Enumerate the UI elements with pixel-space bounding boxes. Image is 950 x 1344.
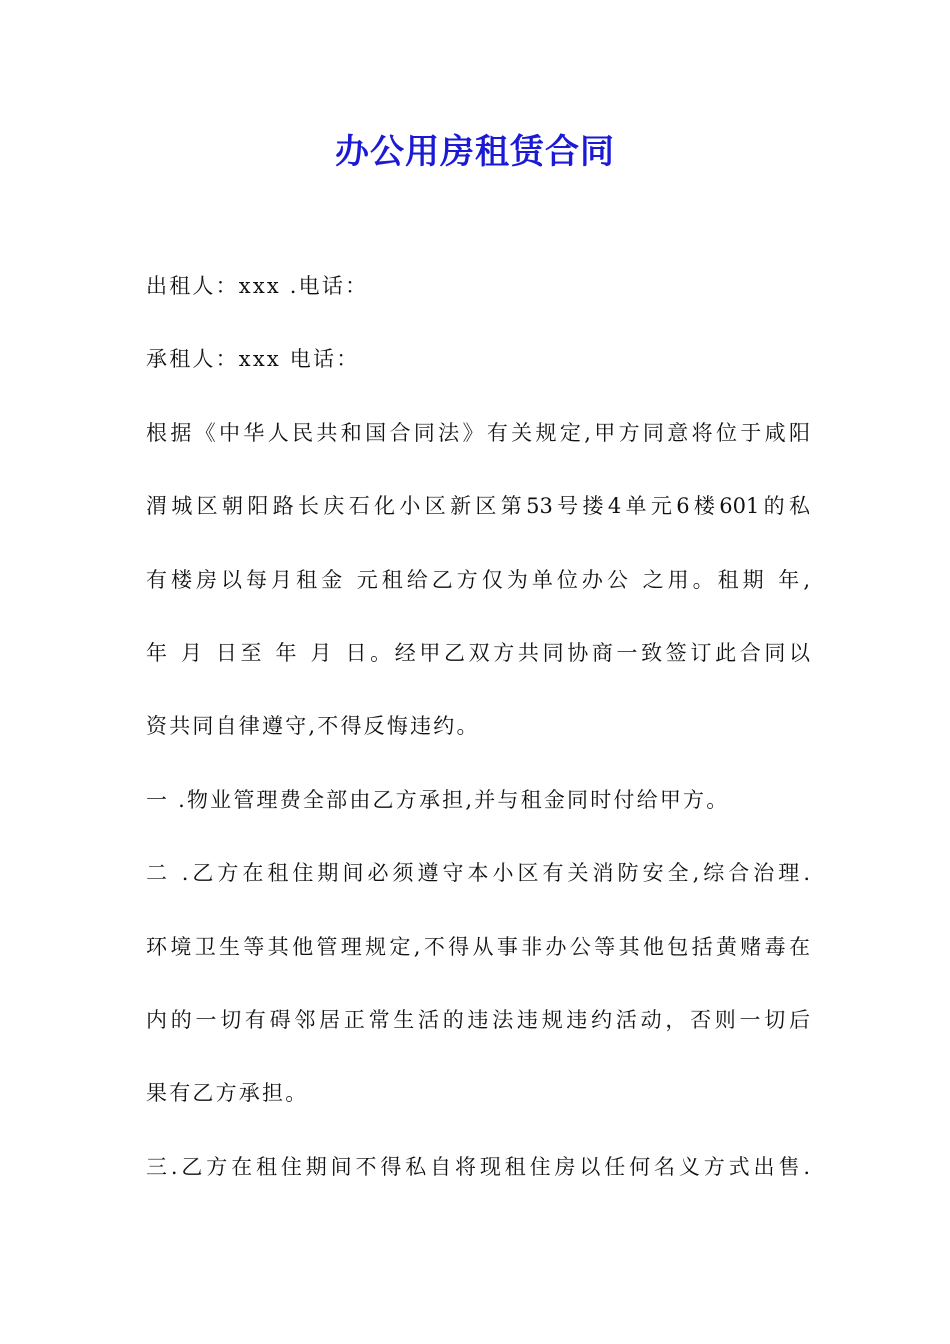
clause-1: 一 .物业管理费全部由乙方承担,并与租金同时付给甲方。 [146,787,730,812]
text-line: 果有乙方承担。 [146,1081,309,1106]
text-line: 渭城区朝阳路长庆石化小区新区第53号搂4单元6楼601的私 [146,494,810,519]
contract-body [146,262,810,1216]
lessee-line: 承租人：xxx 电话： [146,347,360,372]
text-line: 资共同自律遵守,不得反悔违约。 [146,714,480,739]
lessor-line: 出租人：xxx .电话： [146,274,369,298]
clause-3: 三.乙方在租住期间不得私自将现租住房以任何名义方式出售. [146,1154,810,1179]
document-title: 办公用房租赁合同 [335,132,615,172]
text-line: 内的一切有碍邻居正常生活的违法违规违约活动，否则一切后 [146,1007,810,1032]
text-line: 根据《中华人民共和国合同法》有关规定,甲方同意将位于咸阳 [146,420,810,445]
text-line: 有楼房以每月租金 元租给乙方仅为单位办公 之用。租期 年, [146,567,810,592]
clause-2: 二 .乙方在租住期间必须遵守本小区有关消防安全,综合治理. [146,861,810,886]
text-line: 年 月 日至 年 月 日。经甲乙双方共同协商一致签订此合同以 [146,640,810,665]
text-line: 环境卫生等其他管理规定,不得从事非办公等其他包括黄赌毒在 [146,934,810,959]
